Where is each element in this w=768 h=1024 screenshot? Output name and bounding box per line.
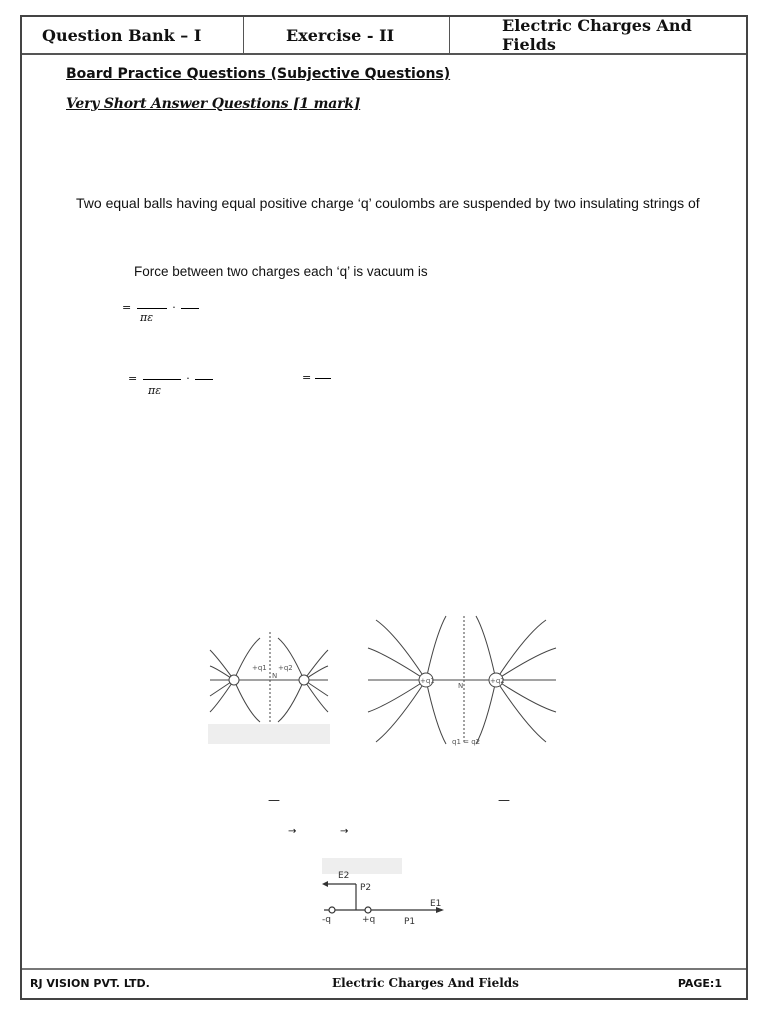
field-lines-figure-1 xyxy=(208,628,330,746)
equation-3 xyxy=(302,371,331,384)
scan-noise xyxy=(208,724,330,744)
equation-2: = · πε xyxy=(128,372,213,385)
label-q1-equals-q2: q1 = q2 xyxy=(452,738,481,746)
fraction-bar xyxy=(143,379,181,380)
label-plus-q: +q xyxy=(362,915,376,925)
label-q2: +q2 xyxy=(490,677,505,685)
vector-arrow: — xyxy=(268,793,280,807)
page-footer xyxy=(22,968,746,998)
equation-1-denominator: πε xyxy=(140,311,154,324)
label-p1: P1 xyxy=(404,917,416,927)
header-question-bank: Question Bank – I xyxy=(22,17,244,53)
equation-2-denominator: πε xyxy=(148,384,162,397)
label-p2: P2 xyxy=(360,883,372,893)
header-exercise: Exercise - II xyxy=(244,17,450,53)
label-n: N xyxy=(458,682,464,690)
question-paragraph: Two equal balls having equal positive charge ‘q’ coulombs are suspended by two insulating strings of xyxy=(76,195,700,211)
label-q2: +q2 xyxy=(278,664,293,672)
vector-arrow: — xyxy=(498,793,510,807)
section-heading: Board Practice Questions (Subjective Questions) xyxy=(66,66,451,82)
equation-1: = · πε xyxy=(122,301,199,314)
fraction-bar xyxy=(315,378,331,379)
field-lines-figure-2 xyxy=(366,614,558,750)
footer-chapter: Electric Charges And Fields xyxy=(332,976,519,990)
label-q1: +q1 xyxy=(420,677,435,685)
label-e1: E1 xyxy=(430,899,442,909)
vector-arrow: → xyxy=(288,826,297,837)
equation-2-equals: = xyxy=(128,372,138,385)
label-n: N xyxy=(272,672,278,680)
electric-field-vector-figure xyxy=(318,858,448,928)
vector-arrow: → xyxy=(340,826,349,837)
fraction-bar xyxy=(195,379,213,380)
force-statement: Force between two charges each ‘q’ is vacuum is xyxy=(134,264,428,279)
label-minus-q: -q xyxy=(322,915,331,925)
footer-page-number: PAGE:1 xyxy=(677,977,722,990)
page-border xyxy=(20,15,748,1000)
subsection-heading: Very Short Answer Questions [1 mark] xyxy=(66,96,361,112)
fraction-bar xyxy=(181,308,199,309)
equation-3-equals: = xyxy=(302,371,312,384)
equation-1-equals: = xyxy=(122,301,132,314)
scan-noise xyxy=(322,858,402,874)
label-q1: +q1 xyxy=(252,664,267,672)
page-header xyxy=(22,17,746,55)
footer-company: RJ VISION PVT. LTD. xyxy=(30,977,150,990)
fraction-bar xyxy=(137,308,167,309)
header-chapter-title: Electric Charges And Fields xyxy=(502,16,692,54)
label-e2: E2 xyxy=(338,871,350,881)
